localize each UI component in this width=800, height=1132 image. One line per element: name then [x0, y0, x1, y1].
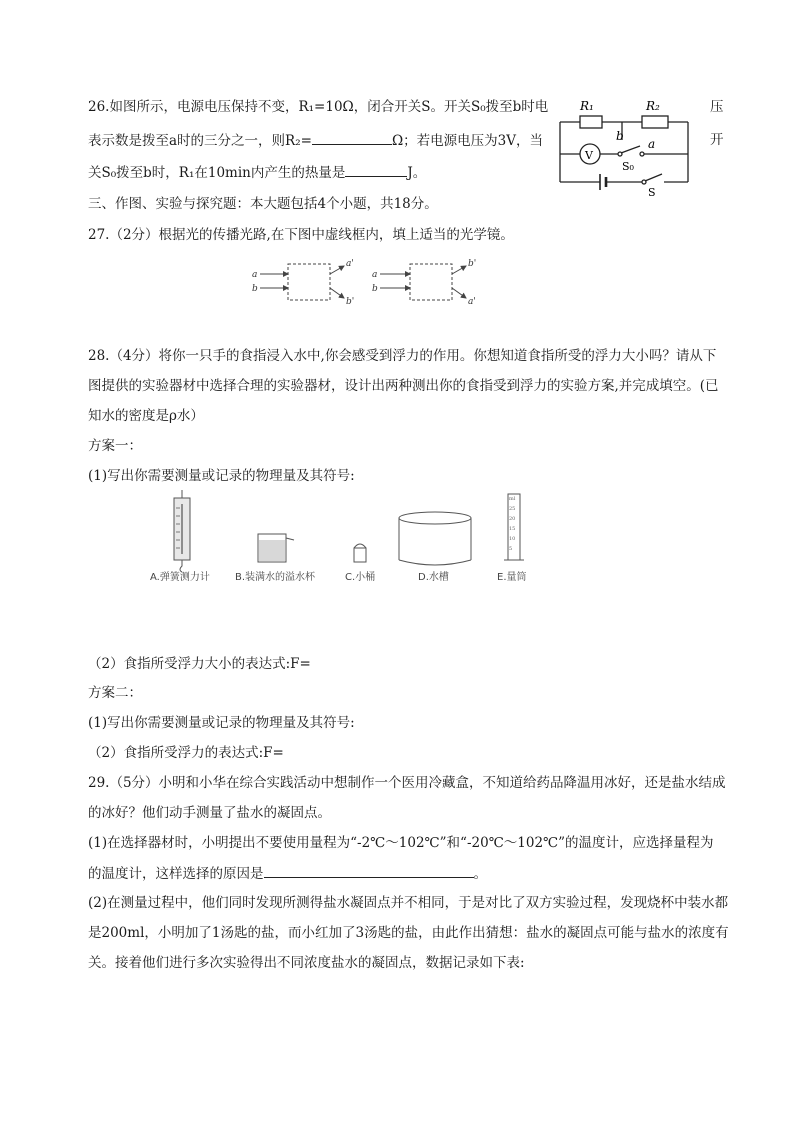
q27-text: 27.（2分）根据光的传播光路,在下图中虚线框内，填上适当的光学镜。	[88, 227, 514, 243]
equip-caption-b: B.装满水的溢水杯	[235, 572, 316, 583]
cylinder-mark-2: 20	[509, 516, 516, 522]
ray-b2-left: b'	[346, 297, 355, 307]
s-label: S	[648, 186, 656, 197]
s0-switch-blade	[621, 146, 640, 153]
light-path-diagrams	[250, 258, 480, 308]
circuit-diagram	[550, 92, 700, 197]
ray-a-left: a	[252, 270, 258, 280]
q26-line3-a: 关S₀拨至b时，R₁在10min内产生的热量是	[88, 165, 346, 181]
r1-label: R₁	[580, 99, 594, 113]
equip-caption-d: D.水槽	[418, 572, 449, 583]
q29-line5: (2)在测量过程中，他们同时发现所测得盐水凝固点并不相同，于是对比了双方实验过程，发现烧杯中装水都	[88, 895, 729, 911]
q28-line3: 知水的密度是ρ水）	[88, 408, 204, 424]
cylinder-mark-5: 5	[509, 546, 513, 552]
ray-b-left: b	[252, 284, 258, 294]
r1-resistor	[580, 116, 602, 128]
cylinder-mark-1: 25	[509, 506, 516, 512]
q29-line7: 关。接着他们进行多次实验得出不同浓度盐水的凝固点，数据记录如下表:	[88, 955, 525, 971]
ray-a2-left: a'	[346, 259, 354, 269]
q29-line4-b: 。	[473, 866, 487, 882]
r2-label: R₂	[646, 99, 660, 113]
q26-line3	[88, 162, 426, 183]
plan2-step1: (1)写出你需要测量或记录的物理量及其符号:	[88, 715, 355, 731]
plan2-heading: 方案二：	[88, 685, 142, 701]
s0-label: S₀	[622, 160, 634, 173]
terminal-a-label: a	[648, 137, 656, 151]
reason-answer-blank[interactable]	[264, 863, 474, 878]
q29-line2: 的冰好？他们动手测量了盐水的凝固点。	[88, 805, 331, 821]
section-3-heading: 三、作图、实验与探究题：本大题包括4个小题，共18分。	[88, 196, 438, 212]
equip-caption-e: E.量筒	[497, 572, 527, 583]
r2-answer-blank[interactable]	[312, 130, 392, 145]
q26-line3-b: J。	[407, 165, 427, 181]
q29-line4	[88, 863, 487, 884]
plan1-heading: 方案一：	[88, 438, 142, 454]
cylinder-mark-0: ml	[509, 496, 516, 502]
small-bucket	[354, 548, 366, 562]
cylinder-mark-3: 15	[509, 526, 516, 532]
q26-line1: 26.如图所示，电源电压保持不变，R₁=10Ω，闭合开关S。开关S₀拨至b时电	[88, 99, 549, 115]
heat-answer-blank[interactable]	[345, 162, 407, 177]
q29-line1: 29.（5分）小明和小华在综合实践活动中想制作一个医用冷藏盒，不知道给药品降温用冰好，还是盐水结成	[88, 775, 726, 791]
s-switch-blade	[645, 174, 662, 181]
ray-a-right: a	[372, 270, 378, 280]
r2-resistor	[642, 116, 668, 128]
plan1-step1: (1)写出你需要测量或记录的物理量及其符号:	[88, 468, 355, 484]
q28-line1: 28.（4分）将你一只手的食指浸入水中,你会感受到浮力的作用。你想知道食指所受的浮力大小吗？请从下	[88, 348, 717, 364]
q26-line2-b: Ω；若电源电压为3V，当	[391, 133, 543, 149]
q26-line2	[88, 130, 543, 151]
equip-caption-c: C.小桶	[345, 572, 376, 583]
ray-b2-right: b'	[468, 259, 477, 269]
q29-line6: 是200ml，小明加了1汤匙的盐，而小红加了3汤匙的盐，由此作出猜想：盐水的凝固点可能与盐水的浓度有	[88, 925, 729, 941]
dashed-box-left	[288, 264, 330, 300]
ray-a2-right: a'	[468, 297, 476, 307]
equip-caption-a: A.弹簧测力计	[150, 572, 210, 583]
cylinder-mark-4: 10	[509, 536, 516, 542]
plan1-step2: （2）食指所受浮力大小的表达式:F=	[88, 656, 311, 672]
plan2-step2: （2）食指所受浮力的表达式:F=	[88, 745, 284, 761]
q29-line3: (1)在选择器材时，小明提出不要使用量程为“-2℃～102℃”和“-20℃～102℃”的温度计，应选择量程为	[88, 835, 714, 851]
q28-line2: 图提供的实验器材中选择合理的实验器材，设计出两种测出你的食指受到浮力的实验方案,并完成填空。(已	[88, 378, 719, 394]
q26-line1-right: 压	[710, 99, 724, 115]
ray-b-right: b	[372, 284, 378, 294]
q26-line2-right: 开	[710, 132, 724, 148]
q26-line2-a: 表示数是拨至a时的三分之一，则R₂=	[88, 133, 312, 149]
water-trough	[399, 512, 471, 524]
voltmeter-label: V	[585, 149, 593, 162]
dashed-box-right	[410, 264, 452, 300]
terminal-b-label: b	[616, 129, 624, 143]
q29-line4-a: 的温度计，这样选择的原因是	[88, 866, 264, 882]
